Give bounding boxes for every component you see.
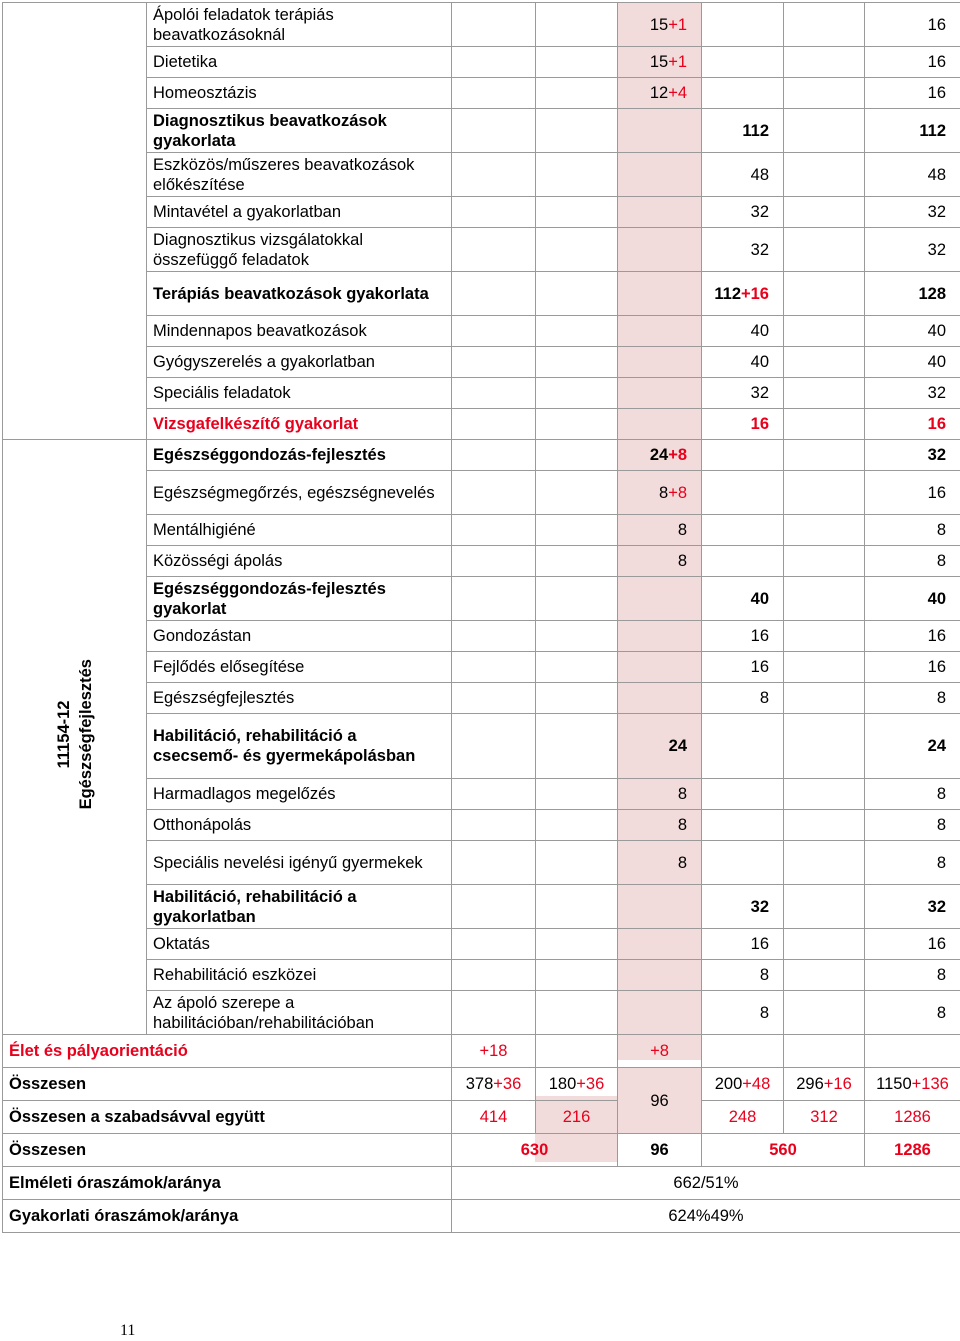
table-row <box>3 515 960 546</box>
summary-v2: 180+36 <box>536 1068 618 1101</box>
col-4: 112 <box>702 109 784 153</box>
col-2 <box>536 683 618 714</box>
summary-row-elmeleti <box>3 1167 960 1200</box>
col-5 <box>784 546 865 577</box>
col-1 <box>452 109 536 153</box>
col-2 <box>536 841 618 885</box>
subject-name: Gyógyszerelés a gyakorlatban <box>147 347 452 378</box>
col-4 <box>702 78 784 109</box>
summary-v7 <box>865 1035 960 1068</box>
col-5 <box>784 841 865 885</box>
subject-name: Habilitáció, rehabilitáció a csecsemő- és gyermekápolásban <box>147 714 452 779</box>
col-4 <box>702 841 784 885</box>
col-1 <box>452 3 536 47</box>
summary-v1: 630 <box>452 1134 618 1167</box>
summary-label: Élet és pályaorientáció <box>3 1035 452 1068</box>
col-2 <box>536 991 618 1035</box>
col-total: 16 <box>865 78 960 109</box>
summary-row-elet <box>3 1035 960 1068</box>
subject-name: Oktatás <box>147 929 452 960</box>
subject-name: Diagnosztikus vizsgálatokkal összefüggő feladatok <box>147 228 452 272</box>
summary-v4: 248 <box>702 1101 784 1134</box>
col-total: 16 <box>865 409 960 440</box>
col-4: 8 <box>702 991 784 1035</box>
col-1 <box>452 683 536 714</box>
col-total: 8 <box>865 546 960 577</box>
subject-name: Speciális feladatok <box>147 378 452 409</box>
table-row <box>3 621 960 652</box>
col-total: 8 <box>865 841 960 885</box>
col-2 <box>536 960 618 991</box>
col-1 <box>452 471 536 515</box>
col-2 <box>536 378 618 409</box>
subject-name: Otthonápolás <box>147 810 452 841</box>
summary-v6: 1150+136 <box>865 1068 960 1101</box>
col-5 <box>784 316 865 347</box>
col-3 <box>618 228 702 272</box>
table-row <box>3 577 960 621</box>
col-5 <box>784 652 865 683</box>
col-3: 8 <box>618 841 702 885</box>
summary-v2: 216 <box>536 1101 618 1134</box>
col-4 <box>702 440 784 471</box>
subject-name: Vizsgafelkészítő gyakorlat <box>147 409 452 440</box>
col-5 <box>784 621 865 652</box>
col-total: 32 <box>865 197 960 228</box>
summary-v4: 560 <box>702 1134 865 1167</box>
curriculum-table <box>2 2 960 1233</box>
subject-name: Mindennapos beavatkozások <box>147 316 452 347</box>
col-4: 16 <box>702 621 784 652</box>
col-5 <box>784 714 865 779</box>
col-1 <box>452 714 536 779</box>
col-total: 8 <box>865 779 960 810</box>
col-total: 16 <box>865 3 960 47</box>
col-2 <box>536 652 618 683</box>
summary-v3: 96 <box>618 1134 702 1167</box>
summary-v1: 378+36 <box>452 1068 536 1101</box>
col-5 <box>784 228 865 272</box>
col-5 <box>784 347 865 378</box>
summary-v5 <box>702 1035 784 1068</box>
table-row <box>3 378 960 409</box>
col-2 <box>536 228 618 272</box>
summary-v4: 200+48 <box>702 1068 784 1101</box>
table-row <box>3 440 960 471</box>
col-3 <box>618 197 702 228</box>
summary-row-osszesen2 <box>3 1134 960 1167</box>
col-2 <box>536 347 618 378</box>
col-5 <box>784 378 865 409</box>
col-3 <box>618 316 702 347</box>
col-4: 40 <box>702 577 784 621</box>
subject-name: Az ápoló szerepe a habilitációban/rehabilitációban <box>147 991 452 1035</box>
table-row <box>3 78 960 109</box>
col-total: 48 <box>865 153 960 197</box>
module-cell: 11154-12 Egészségfejlesztés <box>3 440 147 1035</box>
col-4 <box>702 471 784 515</box>
col-4 <box>702 3 784 47</box>
col-total: 8 <box>865 991 960 1035</box>
col-5 <box>784 810 865 841</box>
col-1 <box>452 621 536 652</box>
col-1 <box>452 991 536 1035</box>
subject-name: Terápiás beavatkozások gyakorlata <box>147 272 452 316</box>
col-4: 40 <box>702 316 784 347</box>
col-2 <box>536 3 618 47</box>
col-3 <box>618 378 702 409</box>
col-2 <box>536 109 618 153</box>
col-total: 128 <box>865 272 960 316</box>
col-total: 16 <box>865 47 960 78</box>
col-1 <box>452 885 536 929</box>
col-2 <box>536 47 618 78</box>
subject-name: Ápolói feladatok terápiás beavatkozásoknál <box>147 3 452 47</box>
col-total: 32 <box>865 440 960 471</box>
col-2 <box>536 153 618 197</box>
table-row <box>3 652 960 683</box>
col-2 <box>536 621 618 652</box>
col-4: 40 <box>702 347 784 378</box>
col-3 <box>618 409 702 440</box>
col-4: 16 <box>702 409 784 440</box>
col-4: 32 <box>702 197 784 228</box>
col-3: 8 <box>618 546 702 577</box>
table-row <box>3 471 960 515</box>
col-3: 12+4 <box>618 78 702 109</box>
col-3: 8 <box>618 779 702 810</box>
subject-name: Harmadlagos megelőzés <box>147 779 452 810</box>
summary-v4: +8 <box>618 1035 702 1068</box>
summary-value: 662/51% <box>452 1167 960 1200</box>
subject-name: Közösségi ápolás <box>147 546 452 577</box>
col-5 <box>784 197 865 228</box>
table-row <box>3 960 960 991</box>
summary-v5: 296+16 <box>784 1068 865 1101</box>
col-5 <box>784 3 865 47</box>
col-4 <box>702 779 784 810</box>
col-5 <box>784 991 865 1035</box>
col-3: 15+1 <box>618 47 702 78</box>
summary-v6: 1286 <box>865 1101 960 1134</box>
col-total: 8 <box>865 683 960 714</box>
col-3 <box>618 960 702 991</box>
col-total: 112 <box>865 109 960 153</box>
summary-label: Gyakorlati óraszámok/aránya <box>3 1200 452 1233</box>
col-1 <box>452 577 536 621</box>
col-5 <box>784 109 865 153</box>
table-row <box>3 47 960 78</box>
table-row <box>3 546 960 577</box>
col-1 <box>452 841 536 885</box>
col-total: 32 <box>865 228 960 272</box>
col-2 <box>536 714 618 779</box>
table-row <box>3 885 960 929</box>
col-1 <box>452 47 536 78</box>
col-2 <box>536 515 618 546</box>
col-2 <box>536 272 618 316</box>
col-3 <box>618 272 702 316</box>
col-1 <box>452 197 536 228</box>
col-2 <box>536 779 618 810</box>
table-row <box>3 714 960 779</box>
col-3 <box>618 991 702 1035</box>
col-3: 8 <box>618 515 702 546</box>
col-1 <box>452 515 536 546</box>
col-2 <box>536 409 618 440</box>
col-4 <box>702 546 784 577</box>
col-4 <box>702 810 784 841</box>
page-number: 11 <box>120 1322 136 1339</box>
col-1 <box>452 347 536 378</box>
col-total: 16 <box>865 621 960 652</box>
col-1 <box>452 153 536 197</box>
col-4: 32 <box>702 228 784 272</box>
col-total: 40 <box>865 577 960 621</box>
col-1 <box>452 929 536 960</box>
subject-name: Dietetika <box>147 47 452 78</box>
table-row <box>3 153 960 197</box>
col-5 <box>784 577 865 621</box>
col-5 <box>784 153 865 197</box>
subject-name: Egészséggondozás-fejlesztés gyakorlat <box>147 577 452 621</box>
summary-value: 624%49% <box>452 1200 960 1233</box>
col-4: 16 <box>702 929 784 960</box>
col-5 <box>784 471 865 515</box>
col-1 <box>452 228 536 272</box>
col-5 <box>784 929 865 960</box>
col-total: 40 <box>865 347 960 378</box>
summary-label: Összesen <box>3 1134 452 1167</box>
col-3 <box>618 621 702 652</box>
table-row <box>3 991 960 1035</box>
col-3 <box>618 652 702 683</box>
col-1 <box>452 316 536 347</box>
col-2 <box>536 546 618 577</box>
col-total: 16 <box>865 471 960 515</box>
col-1 <box>452 272 536 316</box>
col-1 <box>452 409 536 440</box>
subject-name: Mintavétel a gyakorlatban <box>147 197 452 228</box>
col-3: 24 <box>618 714 702 779</box>
col-4: 32 <box>702 378 784 409</box>
summary-row-osszesen <box>3 1068 960 1101</box>
subject-name: Egészséggondozás-fejlesztés <box>147 440 452 471</box>
table-row <box>3 841 960 885</box>
col-total: 8 <box>865 960 960 991</box>
subject-name: Fejlődés elősegítése <box>147 652 452 683</box>
col-3: 8 <box>618 810 702 841</box>
subject-name: Speciális nevelési igényű gyermekek <box>147 841 452 885</box>
col-1 <box>452 78 536 109</box>
col-1 <box>452 960 536 991</box>
col-1 <box>452 378 536 409</box>
table-row <box>3 3 960 47</box>
summary-row-szabad <box>3 1101 960 1134</box>
col-total: 8 <box>865 810 960 841</box>
subject-name: Eszközös/műszeres beavatkozások előkészítése <box>147 153 452 197</box>
col-4: 112+16 <box>702 272 784 316</box>
summary-v1: +18 <box>452 1035 536 1068</box>
subject-name: Mentálhigiéné <box>147 515 452 546</box>
col-3 <box>618 347 702 378</box>
summary-label: Összesen <box>3 1068 452 1101</box>
col-1 <box>452 652 536 683</box>
summary-label: Összesen a szabadsávval együtt <box>3 1101 452 1134</box>
col-2 <box>536 471 618 515</box>
col-1 <box>452 546 536 577</box>
col-total: 32 <box>865 378 960 409</box>
table-row <box>3 810 960 841</box>
col-total: 24 <box>865 714 960 779</box>
col-5 <box>784 409 865 440</box>
col-3 <box>618 885 702 929</box>
col-5 <box>784 885 865 929</box>
summary-label: Elméleti óraszámok/aránya <box>3 1167 452 1200</box>
col-5 <box>784 683 865 714</box>
col-5 <box>784 960 865 991</box>
col-total: 16 <box>865 929 960 960</box>
col-3 <box>618 577 702 621</box>
col-total: 40 <box>865 316 960 347</box>
col-5 <box>784 440 865 471</box>
col-3: 15+1 <box>618 3 702 47</box>
table-row <box>3 272 960 316</box>
col-4: 48 <box>702 153 784 197</box>
summary-v6 <box>784 1035 865 1068</box>
subject-name: Diagnosztikus beavatkozások gyakorlata <box>147 109 452 153</box>
col-5 <box>784 78 865 109</box>
col-2 <box>536 197 618 228</box>
col-4: 8 <box>702 683 784 714</box>
summary-row-gyakorlati <box>3 1200 960 1233</box>
col-3: 24+8 <box>618 440 702 471</box>
col-4: 8 <box>702 960 784 991</box>
col-5 <box>784 779 865 810</box>
col-1 <box>452 440 536 471</box>
col-3 <box>618 929 702 960</box>
col-2 <box>536 810 618 841</box>
col-4 <box>702 47 784 78</box>
subject-name: Habilitáció, rehabilitáció a gyakorlatban <box>147 885 452 929</box>
table-row <box>3 347 960 378</box>
col-2 <box>536 440 618 471</box>
col-total: 16 <box>865 652 960 683</box>
col-3 <box>618 109 702 153</box>
col-4 <box>702 714 784 779</box>
col-5 <box>784 47 865 78</box>
table-row <box>3 109 960 153</box>
module-cell-empty <box>3 3 147 440</box>
table-row <box>3 779 960 810</box>
summary-v1: 414 <box>452 1101 536 1134</box>
subject-name: Egészségmegőrzés, egészségnevelés <box>147 471 452 515</box>
subject-name: Gondozástan <box>147 621 452 652</box>
summary-v3: 96 <box>618 1068 702 1134</box>
col-1 <box>452 779 536 810</box>
col-3 <box>618 153 702 197</box>
table-row <box>3 929 960 960</box>
col-3 <box>618 683 702 714</box>
subject-name: Homeosztázis <box>147 78 452 109</box>
col-1 <box>452 810 536 841</box>
table-row <box>3 316 960 347</box>
table-row <box>3 409 960 440</box>
col-2 <box>536 577 618 621</box>
table-row <box>3 683 960 714</box>
col-4: 16 <box>702 652 784 683</box>
col-4 <box>702 515 784 546</box>
col-5 <box>784 515 865 546</box>
subject-name: Rehabilitáció eszközei <box>147 960 452 991</box>
summary-v6: 1286 <box>865 1134 960 1167</box>
table-row <box>3 197 960 228</box>
col-2 <box>536 78 618 109</box>
subject-name: Egészségfejlesztés <box>147 683 452 714</box>
summary-v2 <box>536 1035 618 1068</box>
col-2 <box>536 929 618 960</box>
table-row <box>3 228 960 272</box>
col-5 <box>784 272 865 316</box>
col-2 <box>536 885 618 929</box>
col-total: 8 <box>865 515 960 546</box>
col-3: 8+8 <box>618 471 702 515</box>
col-4: 32 <box>702 885 784 929</box>
col-2 <box>536 316 618 347</box>
col-total: 32 <box>865 885 960 929</box>
summary-v5: 312 <box>784 1101 865 1134</box>
